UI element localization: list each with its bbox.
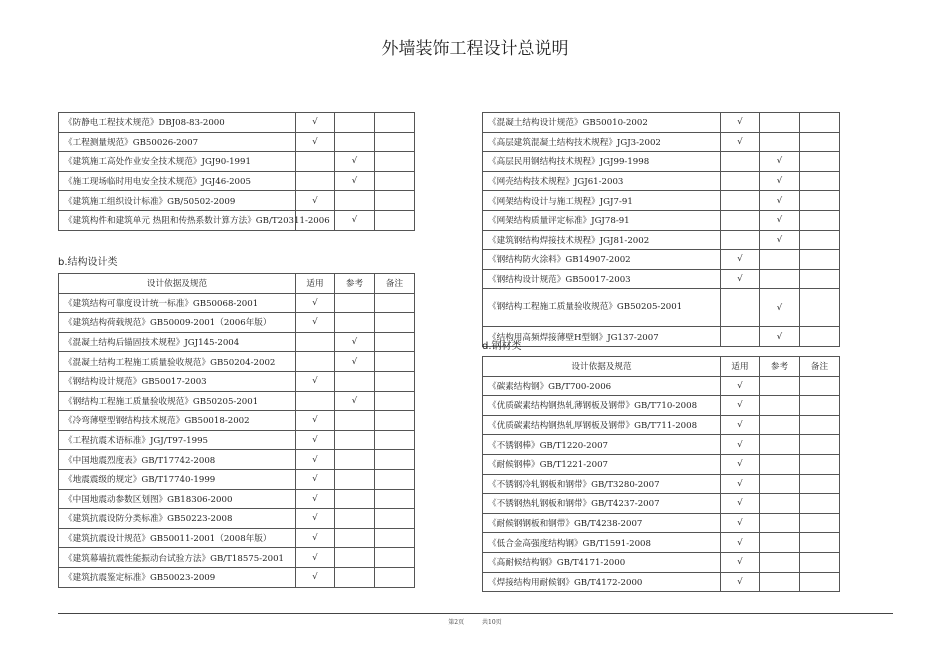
note-cell (375, 152, 415, 172)
reference-mark (335, 113, 375, 133)
reference-mark: √ (335, 152, 375, 172)
note-cell (375, 191, 415, 211)
table-row (59, 332, 415, 352)
reference-mark (760, 396, 800, 416)
header-note: 备注 (375, 274, 415, 294)
note-cell (800, 269, 840, 289)
standard-name: 《施工现场临时用电安全技术规范》JGJ46-2005 (59, 171, 296, 191)
note-cell (375, 450, 415, 470)
table-row (483, 415, 840, 435)
apply-mark: √ (296, 430, 335, 450)
note-cell (375, 469, 415, 489)
header-note: 备注 (800, 357, 840, 377)
reference-mark (335, 191, 375, 211)
table-row (59, 371, 415, 391)
table-row (59, 152, 415, 172)
apply-mark: √ (721, 435, 760, 455)
standard-name: 《碳素结构钢》GB/T700-2006 (483, 376, 721, 396)
table-header-row (483, 357, 840, 377)
apply-mark: √ (721, 494, 760, 514)
note-cell (800, 415, 840, 435)
apply-mark: √ (721, 474, 760, 494)
standard-name: 《混凝土结构工程施工质量验收规范》GB50204-2002 (59, 352, 296, 372)
table-row (59, 450, 415, 470)
note-cell (800, 454, 840, 474)
note-cell (375, 528, 415, 548)
reference-mark (335, 450, 375, 470)
table-row (59, 469, 415, 489)
apply-mark (296, 352, 335, 372)
section-d-title: d.钢材类 (482, 341, 522, 352)
standard-name: 《建筑抗震鉴定标准》GB50023-2009 (59, 567, 296, 587)
reference-mark (335, 469, 375, 489)
note-cell (375, 411, 415, 431)
standard-name: 《焊接结构用耐候钢》GB/T4172-2000 (483, 572, 721, 592)
standard-name: 《耐候钢钢板和钢带》GB/T4238-2007 (483, 513, 721, 533)
note-cell (800, 533, 840, 553)
note-cell (800, 113, 840, 133)
standard-name: 《不锈钢热轧钢板和钢带》GB/T4237-2007 (483, 494, 721, 514)
note-cell (375, 313, 415, 333)
note-cell (800, 513, 840, 533)
reference-mark: √ (760, 191, 800, 211)
left-top-table (58, 112, 415, 231)
standard-name: 《工程抗震术语标准》JGJ/T97-1995 (59, 430, 296, 450)
apply-mark: √ (296, 509, 335, 529)
apply-mark: √ (296, 132, 335, 152)
reference-mark (335, 509, 375, 529)
standard-name: 《优质碳素结构钢热轧薄钢板及钢带》GB/T710-2008 (483, 396, 721, 416)
apply-mark: √ (296, 411, 335, 431)
standard-name: 《结构用高频焊接薄壁H型钢》JG137-2007 (483, 327, 721, 347)
reference-mark: √ (335, 391, 375, 411)
standard-name: 《低合金高强度结构钢》GB/T1591-2008 (483, 533, 721, 553)
reference-mark (760, 435, 800, 455)
table-row (483, 454, 840, 474)
table-row (483, 171, 840, 191)
standard-name: 《建筑结构荷载规范》GB50009-2001（2006年版） (59, 313, 296, 333)
standard-name: 《钢结构工程施工质量验收规范》GB50205-2001 (483, 289, 721, 327)
table-row (59, 132, 415, 152)
apply-mark: √ (721, 572, 760, 592)
table-header-row (59, 274, 415, 294)
apply-mark (721, 327, 760, 347)
apply-mark: √ (296, 371, 335, 391)
note-cell (375, 171, 415, 191)
reference-mark (335, 430, 375, 450)
note-cell (375, 352, 415, 372)
table-row (483, 552, 840, 572)
apply-mark: √ (721, 132, 760, 152)
table-row (483, 250, 840, 270)
table-row (483, 572, 840, 592)
standard-name: 《建筑抗震设防分类标准》GB50223-2008 (59, 509, 296, 529)
page-footer (0, 617, 950, 626)
reference-mark (335, 411, 375, 431)
standard-name: 《建筑施工高处作业安全技术规范》JGJ90-1991 (59, 152, 296, 172)
table-row (483, 230, 840, 250)
table-row (59, 430, 415, 450)
table-row (483, 191, 840, 211)
reference-mark (760, 376, 800, 396)
note-cell (800, 191, 840, 211)
table-row (483, 474, 840, 494)
note-cell (375, 293, 415, 313)
note-cell (375, 371, 415, 391)
note-cell (800, 250, 840, 270)
standard-name: 《建筑钢结构焊接技术规程》JGJ81-2002 (483, 230, 721, 250)
standard-name: 《建筑构件和建筑单元 热阻和传热系数计算方法》GB/T20311-2006 (59, 210, 296, 230)
header-reference: 参考 (335, 274, 375, 294)
apply-mark: √ (296, 567, 335, 587)
reference-mark: √ (335, 332, 375, 352)
apply-mark: √ (296, 489, 335, 509)
note-cell (375, 332, 415, 352)
standard-name: 《建筑结构可靠度设计统一标准》GB50068-2001 (59, 293, 296, 313)
apply-mark: √ (721, 250, 760, 270)
apply-mark (721, 289, 760, 327)
note-cell (800, 230, 840, 250)
footer-divider (58, 613, 893, 614)
reference-mark: √ (760, 171, 800, 191)
apply-mark: √ (296, 313, 335, 333)
note-cell (800, 171, 840, 191)
table-row (59, 191, 415, 211)
note-cell (800, 132, 840, 152)
reference-mark (760, 132, 800, 152)
note-cell (800, 474, 840, 494)
table-row (483, 533, 840, 553)
reference-mark: √ (335, 171, 375, 191)
reference-mark (760, 572, 800, 592)
table-row (59, 528, 415, 548)
table-row (59, 489, 415, 509)
apply-mark (721, 171, 760, 191)
reference-mark: √ (760, 230, 800, 250)
section-b-title: b.结构设计类 (58, 257, 118, 268)
table-row (483, 396, 840, 416)
standard-name: 《建筑幕墙抗震性能振动台试验方法》GB/T18575-2001 (59, 548, 296, 568)
apply-mark: √ (721, 513, 760, 533)
note-cell (800, 289, 840, 327)
note-cell (375, 548, 415, 568)
apply-mark: √ (721, 113, 760, 133)
table-row (59, 293, 415, 313)
structure-table (58, 273, 415, 588)
note-cell (800, 494, 840, 514)
standard-name: 《钢结构工程施工质量验收规范》GB50205-2001 (59, 391, 296, 411)
apply-mark (721, 230, 760, 250)
apply-mark (721, 152, 760, 172)
table-row (483, 289, 840, 327)
reference-mark (335, 548, 375, 568)
reference-mark: √ (760, 210, 800, 230)
reference-mark (760, 113, 800, 133)
apply-mark: √ (721, 454, 760, 474)
header-apply: 适用 (296, 274, 335, 294)
standard-name: 《钢结构设计规范》GB50017-2003 (59, 371, 296, 391)
standard-name: 《工程测量规范》GB50026-2007 (59, 132, 296, 152)
table-row (483, 113, 840, 133)
standard-name: 《网架结构设计与施工规程》JGJ7-91 (483, 191, 721, 211)
note-cell (375, 489, 415, 509)
table-row (483, 513, 840, 533)
standard-name: 《中国地震烈度表》GB/T17742-2008 (59, 450, 296, 470)
table-row (59, 411, 415, 431)
page-number: 第2页 (448, 619, 465, 626)
reference-mark (760, 494, 800, 514)
apply-mark (296, 152, 335, 172)
apply-mark: √ (296, 528, 335, 548)
apply-mark: √ (721, 552, 760, 572)
right-top-table (482, 112, 840, 347)
apply-mark (296, 391, 335, 411)
apply-mark (296, 332, 335, 352)
apply-mark: √ (721, 415, 760, 435)
reference-mark (335, 132, 375, 152)
note-cell (375, 391, 415, 411)
reference-mark (760, 454, 800, 474)
reference-mark (760, 415, 800, 435)
standard-name: 《冷弯薄壁型钢结构技术规范》GB50018-2002 (59, 411, 296, 431)
header-apply: 适用 (721, 357, 760, 377)
apply-mark: √ (721, 396, 760, 416)
apply-mark: √ (296, 191, 335, 211)
standard-name: 《优质碳素结构钢热轧厚钢板及钢带》GB/T711-2008 (483, 415, 721, 435)
apply-mark: √ (296, 548, 335, 568)
table-row (59, 210, 415, 230)
reference-mark: √ (335, 210, 375, 230)
reference-mark (760, 250, 800, 270)
standard-name: 《混凝土结构后锚固技术规程》JGJ145-2004 (59, 332, 296, 352)
note-cell (800, 572, 840, 592)
note-cell (800, 552, 840, 572)
reference-mark (760, 552, 800, 572)
note-cell (800, 435, 840, 455)
page-total: 共10页 (482, 619, 502, 626)
note-cell (800, 210, 840, 230)
reference-mark (335, 489, 375, 509)
standard-name: 《高层建筑混凝土结构技术规程》JGJ3-2002 (483, 132, 721, 152)
table-row (59, 548, 415, 568)
table-row (483, 327, 840, 347)
table-row (59, 171, 415, 191)
note-cell (375, 113, 415, 133)
standard-name: 《钢结构防火涂料》GB14907-2002 (483, 250, 721, 270)
apply-mark: √ (296, 450, 335, 470)
standard-name: 《网架结构质量评定标准》JGJ78-91 (483, 210, 721, 230)
reference-mark (760, 513, 800, 533)
standard-name: 《不锈钢冷轧钢板和钢带》GB/T3280-2007 (483, 474, 721, 494)
table-row (483, 376, 840, 396)
standard-name: 《网壳结构技术规程》JGJ61-2003 (483, 171, 721, 191)
table-row (483, 210, 840, 230)
note-cell (375, 567, 415, 587)
reference-mark: √ (335, 352, 375, 372)
table-row (483, 494, 840, 514)
standard-name: 《高耐候结构钢》GB/T4171-2000 (483, 552, 721, 572)
table-row (483, 152, 840, 172)
reference-mark: √ (760, 289, 800, 327)
standard-name: 《地震震级的规定》GB/T17740-1999 (59, 469, 296, 489)
reference-mark (335, 293, 375, 313)
note-cell (800, 376, 840, 396)
apply-mark: √ (721, 376, 760, 396)
apply-mark (296, 171, 335, 191)
reference-mark (335, 567, 375, 587)
reference-mark (335, 313, 375, 333)
apply-mark: √ (296, 469, 335, 489)
steel-table (482, 356, 840, 592)
standard-name: 《防静电工程技术规范》DBJ08-83-2000 (59, 113, 296, 133)
standard-name: 《建筑抗震设计规范》GB50011-2001（2008年版） (59, 528, 296, 548)
note-cell (375, 509, 415, 529)
table-row (483, 132, 840, 152)
standard-name: 《耐候钢棒》GB/T1221-2007 (483, 454, 721, 474)
header-standard: 设计依据及规范 (483, 357, 721, 377)
standard-name: 《中国地震动参数区划图》GB18306-2000 (59, 489, 296, 509)
table-row (483, 269, 840, 289)
apply-mark: √ (721, 533, 760, 553)
header-standard: 设计依据及规范 (59, 274, 296, 294)
note-cell (800, 152, 840, 172)
table-row (59, 313, 415, 333)
table-row (59, 509, 415, 529)
note-cell (800, 327, 840, 347)
standard-name: 《高层民用钢结构技术规程》JGJ99-1998 (483, 152, 721, 172)
standard-name: 《建筑施工组织设计标准》GB/50502-2009 (59, 191, 296, 211)
table-row (59, 391, 415, 411)
table-row (59, 113, 415, 133)
reference-mark (760, 533, 800, 553)
table-row (59, 567, 415, 587)
standard-name: 《不锈钢棒》GB/T1220-2007 (483, 435, 721, 455)
note-cell (800, 396, 840, 416)
table-row (59, 352, 415, 372)
reference-mark (335, 528, 375, 548)
reference-mark: √ (760, 327, 800, 347)
page-title: 外墙装饰工程设计总说明 (381, 39, 569, 59)
reference-mark (760, 269, 800, 289)
apply-mark: √ (721, 269, 760, 289)
note-cell (375, 132, 415, 152)
reference-mark (335, 371, 375, 391)
table-row (483, 435, 840, 455)
apply-mark: √ (296, 293, 335, 313)
reference-mark: √ (760, 152, 800, 172)
standard-name: 《混凝土结构设计规范》GB50010-2002 (483, 113, 721, 133)
apply-mark: √ (296, 113, 335, 133)
note-cell (375, 430, 415, 450)
reference-mark (760, 474, 800, 494)
apply-mark (721, 191, 760, 211)
apply-mark (721, 210, 760, 230)
standard-name: 《钢结构设计规范》GB50017-2003 (483, 269, 721, 289)
header-reference: 参考 (760, 357, 800, 377)
note-cell (375, 210, 415, 230)
